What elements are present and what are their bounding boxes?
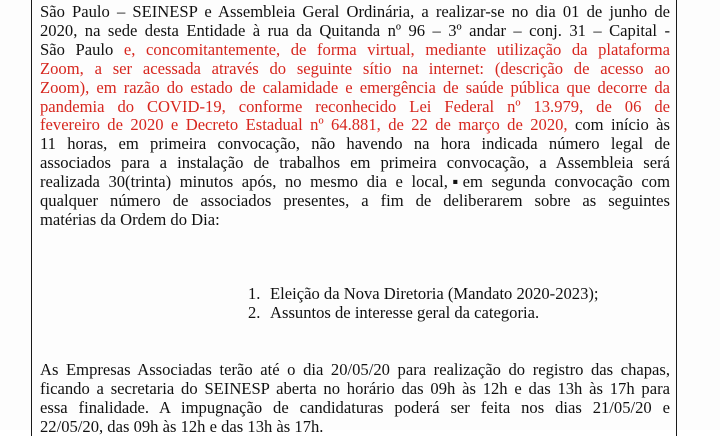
list-item-number: 2. (248, 303, 261, 322)
text-line: As Empresas Associadas terão até o dia 20/05/20 para realização do registro das chapas, (40, 360, 670, 379)
text-line: realizada 30(trinta) minutos após, no mesmo dia e local,▪em segunda convocação com (40, 172, 670, 192)
text-line: 11 horas, em primeira convocação, não havendo na hora indicada número legal de (40, 134, 670, 154)
text-line: matérias da Ordem do Dia: (40, 209, 220, 229)
text-line: 2020, na sede desta Entidade à rua da Quitanda nº 96 – 3º andar – conj. 31 – Capital - (40, 20, 670, 40)
text-line (40, 41, 670, 60)
highlighted-text: e, concomitantemente, de forma virtual, mediante utilização da plataforma (113, 39, 670, 59)
list-item-text: Assuntos de interesse geral da categoria. (270, 303, 540, 322)
list-item (248, 303, 599, 322)
text-line: 22/05/20, das 09h às 12h e das 13h às 17h. (40, 416, 324, 436)
list-item-number: 1. (248, 284, 261, 303)
agenda-list (248, 284, 599, 322)
convocation-paragraph (40, 3, 670, 230)
list-item-text: Eleição da Nova Diretoria (Mandato 2020-2023); (270, 284, 599, 303)
text-segment: São Paulo (40, 39, 114, 59)
list-item (248, 284, 599, 303)
highlighted-text: fevereiro de 2020 e Decreto Estadual nº 64.881, de 22 de março de 2020, (40, 115, 568, 135)
registration-paragraph (40, 361, 670, 437)
highlighted-text-line: Zoom, a ser acessada através do seguinte sítio na internet: (descrição de acesso ao (40, 58, 670, 78)
text-line: associados para a instalação de trabalhos em primeira convocação, a Assembleia será (40, 153, 670, 173)
text-line (40, 116, 670, 135)
text-segment: com início às (567, 115, 670, 135)
highlighted-text-line: Zoom), em razão do estado de calamidade e emergência de saúde pública que decorre da (40, 77, 670, 97)
text-line: São Paulo – SEINESP e Assembleia Geral Ordinária, a realizar-se no dia 01 de junho de (40, 2, 670, 21)
text-line: essa finalidade. A impugnação de candidaturas poderá ser feita nos dias 21/05/20 e (40, 397, 670, 417)
highlighted-text-line: pandemia do COVID-19, conforme reconhecido Lei Federal nº 13.979, de 06 de (40, 96, 670, 116)
text-line: ficando a secretaria do SEINESP aberta no horário das 09h às 12h e das 13h às 17h para (40, 378, 670, 398)
text-line: qualquer número de associados presentes, a fim de deliberarem sobre as seguintes (40, 191, 670, 211)
